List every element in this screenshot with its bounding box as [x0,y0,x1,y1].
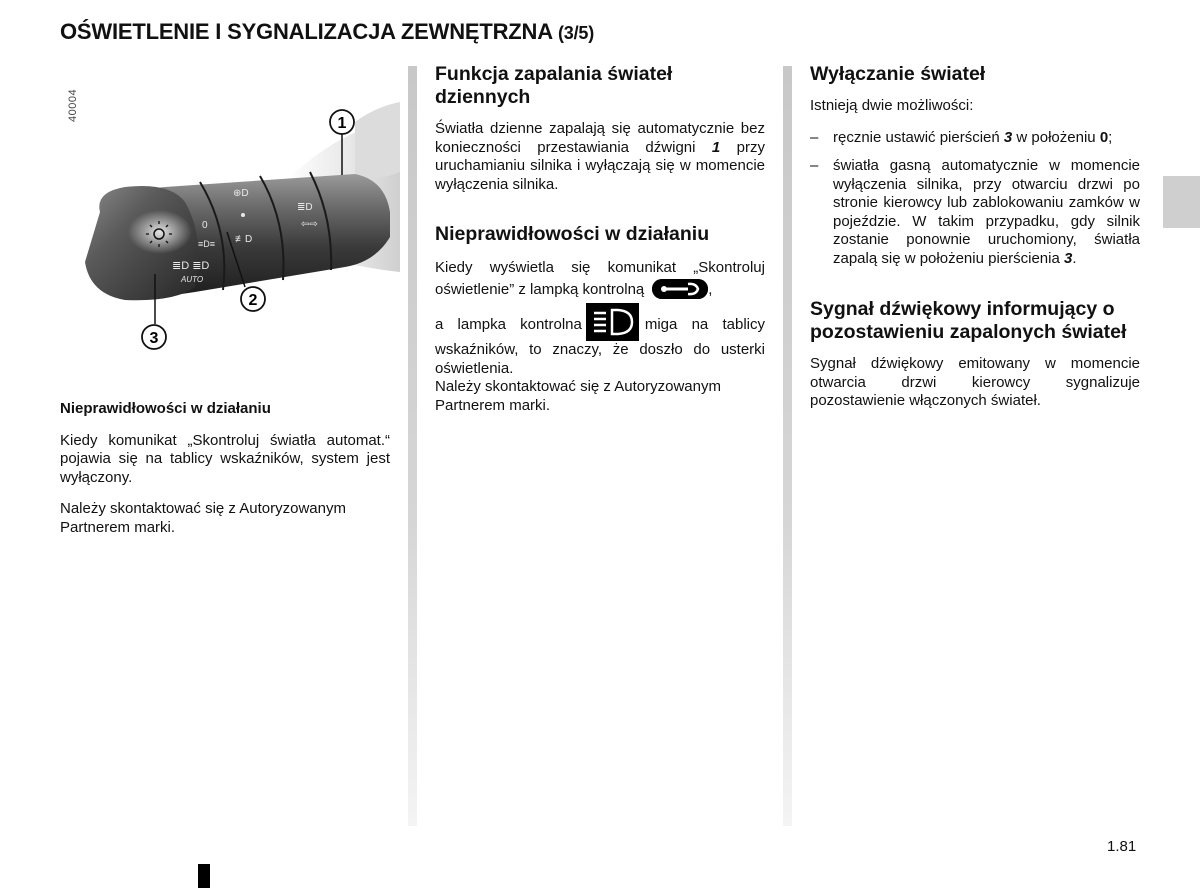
knob-highlight [128,210,192,254]
text-span: . [1072,249,1077,267]
paragraph: Sygnał dźwiękowy emitowany w momencie otwarcia drzwi kierowcy sygnalizuje pozostawienie włączonych świateł. [810,355,1140,409]
option-list [810,129,1140,269]
text-span: światła gasną automatycznie w momencie wyłączenia silnika, przy otwarciu drzwi po stronie kierowcy lub zablokowaniu zamków w pojeździe. W takim przypadku, gdy silnik zostanie ponownie uruchomiony, światła zapalą się w położeniu pierścienia [833,157,1140,267]
callout-3-label: 3 [149,330,159,347]
light-stalk-figure [55,62,400,372]
column-right [810,63,1140,424]
reference-number: 1 [711,138,721,156]
page-title-text: OŚWIETLENIE I SYGNALIZACJA ZEWNĘTRZNA [60,19,553,44]
headlight-icon: ≣D [297,202,313,213]
list-item [810,129,1140,148]
text-span: Kiedy wyświetla się komunikat „Skontroluj oświetlenie” z lampką kontrolną [435,259,765,298]
paragraph [435,120,765,194]
paragraph: Należy skontaktować się z Autoryzowanym Partnerem marki. [60,500,346,536]
text-span: ręcznie ustawić pierścień [833,128,1004,146]
section-heading: Sygnał dźwiękowy informujący o pozostawieniu zapalonych świateł [810,298,1127,343]
page-mark [198,864,210,888]
paragraph [435,257,765,301]
paragraph: Należy skontaktować się z Autoryzowanym Partnerem marki. [435,378,721,414]
section-heading: Wyłączanie świateł [810,63,986,85]
chapter-tab [1163,176,1200,228]
ring-dot [241,213,245,217]
paragraph [435,309,765,378]
text-span: ; [1108,128,1113,146]
text-span: , [708,281,713,298]
turn-signal-icon: ⇦⇨ [301,219,318,230]
ring-position-zero: 0 [202,220,208,231]
light-stalk-illustration [55,62,400,372]
column-middle [435,63,765,428]
section-heading: Nieprawidłowości w działaniu [435,223,710,245]
column-shroud [355,102,400,179]
auto-label: AUTO [181,275,204,284]
wrench-warning-icon [652,279,708,299]
section-heading: Nieprawidłowości w działaniu [60,400,271,417]
paragraph: Kiedy komunikat „Skontroluj światła automat.“ pojawia się na tablicy wskaźników, system jest wyłączony. [60,431,390,486]
column-left [60,400,390,550]
callout-1-label: 1 [337,115,347,132]
low-beam-auto-icon: ≣D ≣D [172,260,210,272]
parking-light-icon: ≡D≡ [198,239,216,249]
text-span: miga na tablicy wskaźników, to znaczy, że doszło do usterki oświetlenia. [435,315,765,377]
rear-fog-icon: ≢D [235,234,253,245]
text-span: Światła dzienne zapalają się automatycznie bez konieczności przestawiania dźwigni [435,120,765,156]
page-title [60,19,594,45]
callout-2-label: 2 [248,292,258,309]
column-divider [783,66,792,826]
text-span: w położeniu [1012,128,1100,146]
headlight-warning-icon [586,303,639,341]
fog-light-icon: ⊕D [233,188,249,199]
page-title-suffix: (3/5) [558,23,595,43]
section-heading: Funkcja zapalania świateł dziennych [435,63,673,108]
column-divider [408,66,417,826]
text-span: a lampka kontrolna [435,315,582,333]
reference-number: 3 [1063,249,1073,267]
position-value: 0 [1099,128,1109,146]
paragraph: Istnieją dwie możliwości: [810,97,974,114]
text-span: przy uruchamianiu silnika i wyłączają się w momencie wyłączenia silnika. [435,138,765,193]
page-number: 1.81 [1107,838,1137,855]
figure-code: 40004 [67,88,79,122]
reference-number: 3 [1003,128,1013,146]
list-item [810,157,1140,268]
